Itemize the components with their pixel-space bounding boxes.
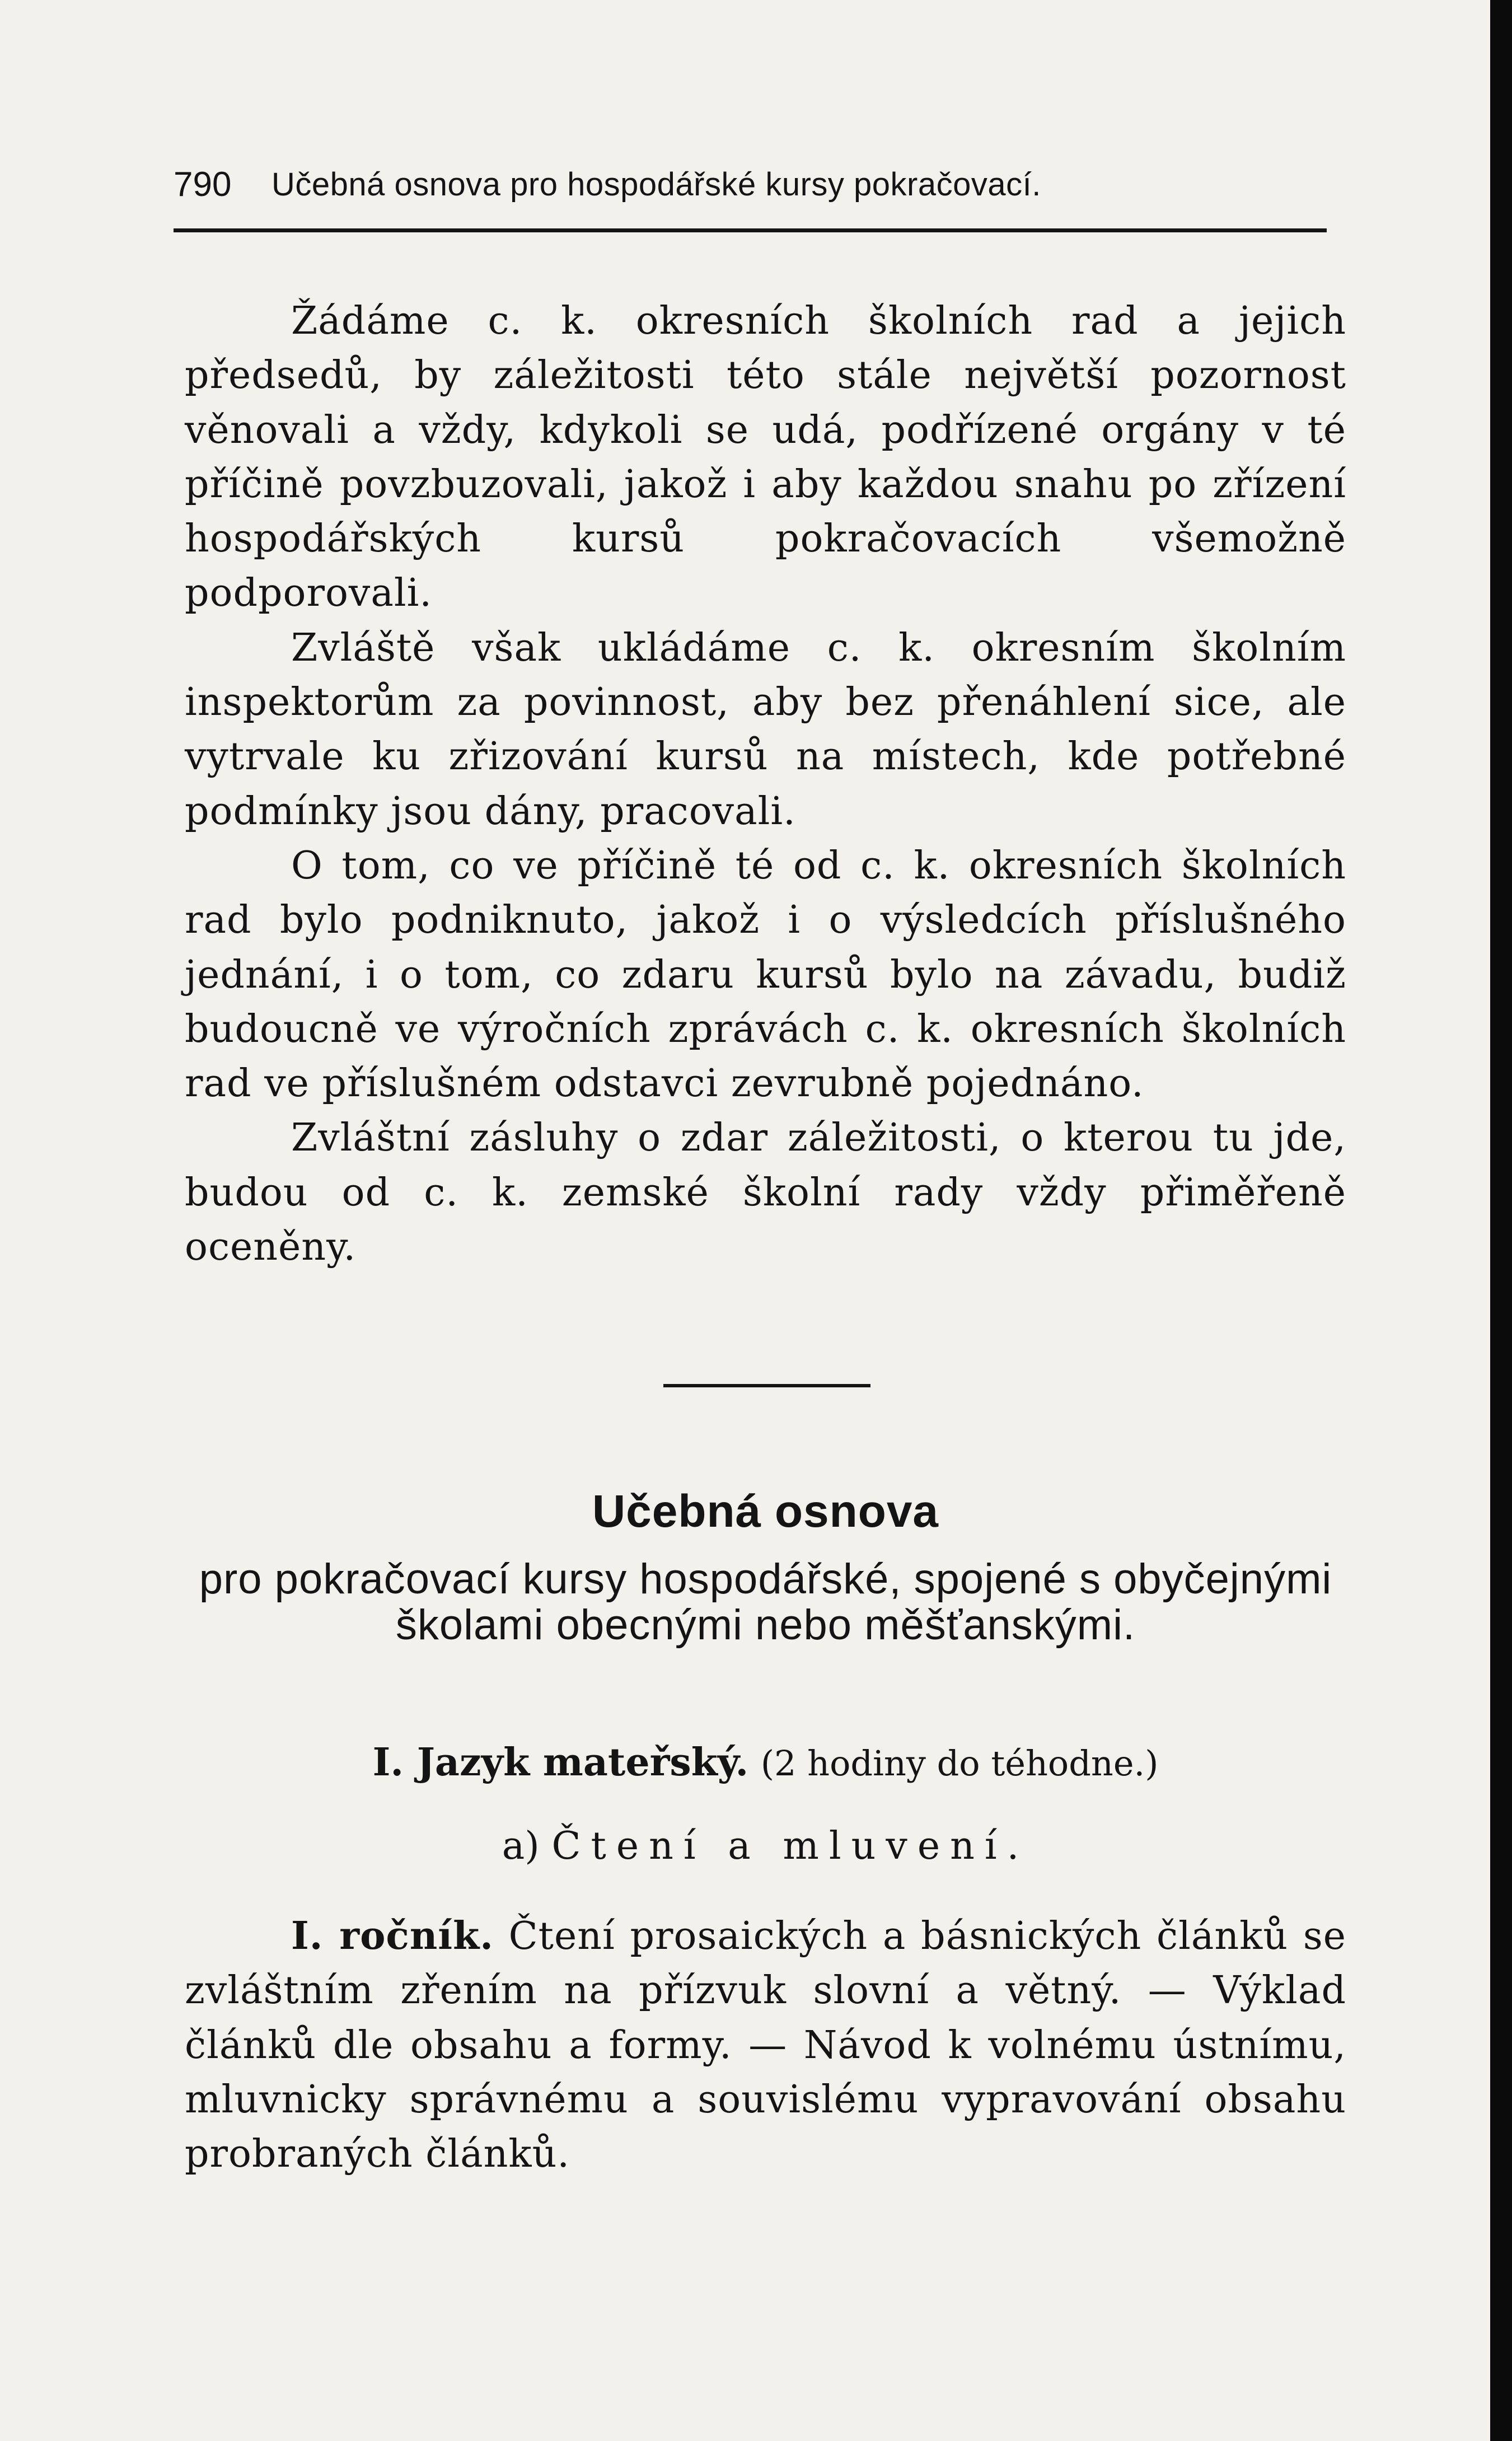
subsection-title: Čtení a mluvení. <box>551 1824 1029 1868</box>
subject-hours: (2 hodiny do téhodne.) <box>760 1743 1159 1784</box>
subsection-heading <box>185 1820 1346 1873</box>
subsection-label: a) <box>502 1824 540 1868</box>
year-label: I. ročník. <box>291 1914 494 1958</box>
decree-text <box>185 294 1346 1274</box>
paragraph: Žádáme c. k. okresních školních rad a jejich předsedů, by záležitosti této stále největší pozornost věnovali a vždy, kdykoli se udá, podřízené orgány v té příčině povzbuzovali, jakož i aby každou snahu po zřízení hospodářských kursů pokračovacích všemožně podporovali. <box>185 299 1346 616</box>
subject-name: I. Jazyk mateřský. <box>372 1740 749 1785</box>
running-title: Učebná osnova pro hospodářské kursy pokračovací. <box>271 166 1041 203</box>
section-title: Učebná osnova <box>592 1486 939 1537</box>
paragraph: Zvláštní zásluhy o zdar záležitosti, o kterou tu jde, budou od c. k. zemské školní rady vždy přiměřeně oceněny. <box>185 1116 1346 1270</box>
year-content: Čtení prosaických a básnických článků se zvláštním zřením na přízvuk slovní a větný. — Výklad článků dle obsahu a formy. — Návod k volnému ústnímu, mluvnicky správnému a souvislému vypravování obsahu probraných článků. <box>185 1914 1346 2177</box>
paragraph: O tom, co ve příčině té od c. k. okresních školních rad bylo podniknuto, jakož i o výsledcích příslušného jednání, i o tom, co zdaru kursů bylo na závadu, budiž budoucně ve výročních zprávách c. k. okresních školních rad ve příslušném odstavci zevrubně pojednáno. <box>185 843 1346 1106</box>
header-rule <box>174 228 1327 232</box>
subject-heading <box>185 1736 1346 1790</box>
paragraph <box>185 1909 1346 2181</box>
section-divider <box>663 1384 870 1387</box>
section-subtitle: pro pokračovací kursy hospodářské, spojené s obyčejnými školami obecnými nebo měšťanskými. <box>199 1555 1332 1649</box>
page-number: 790 <box>174 165 232 204</box>
scan-edge <box>1490 0 1512 2441</box>
first-year-section <box>185 1909 1346 2181</box>
page-header <box>174 162 1321 207</box>
paragraph: Zvláště však ukládáme c. k. okresním školním inspektorům za povinnost, aby bez přenáhlení sice, ale vytrvale ku zřizování kursů na místech, kde potřebné podmínky jsou dány, pracovali. <box>185 625 1346 834</box>
